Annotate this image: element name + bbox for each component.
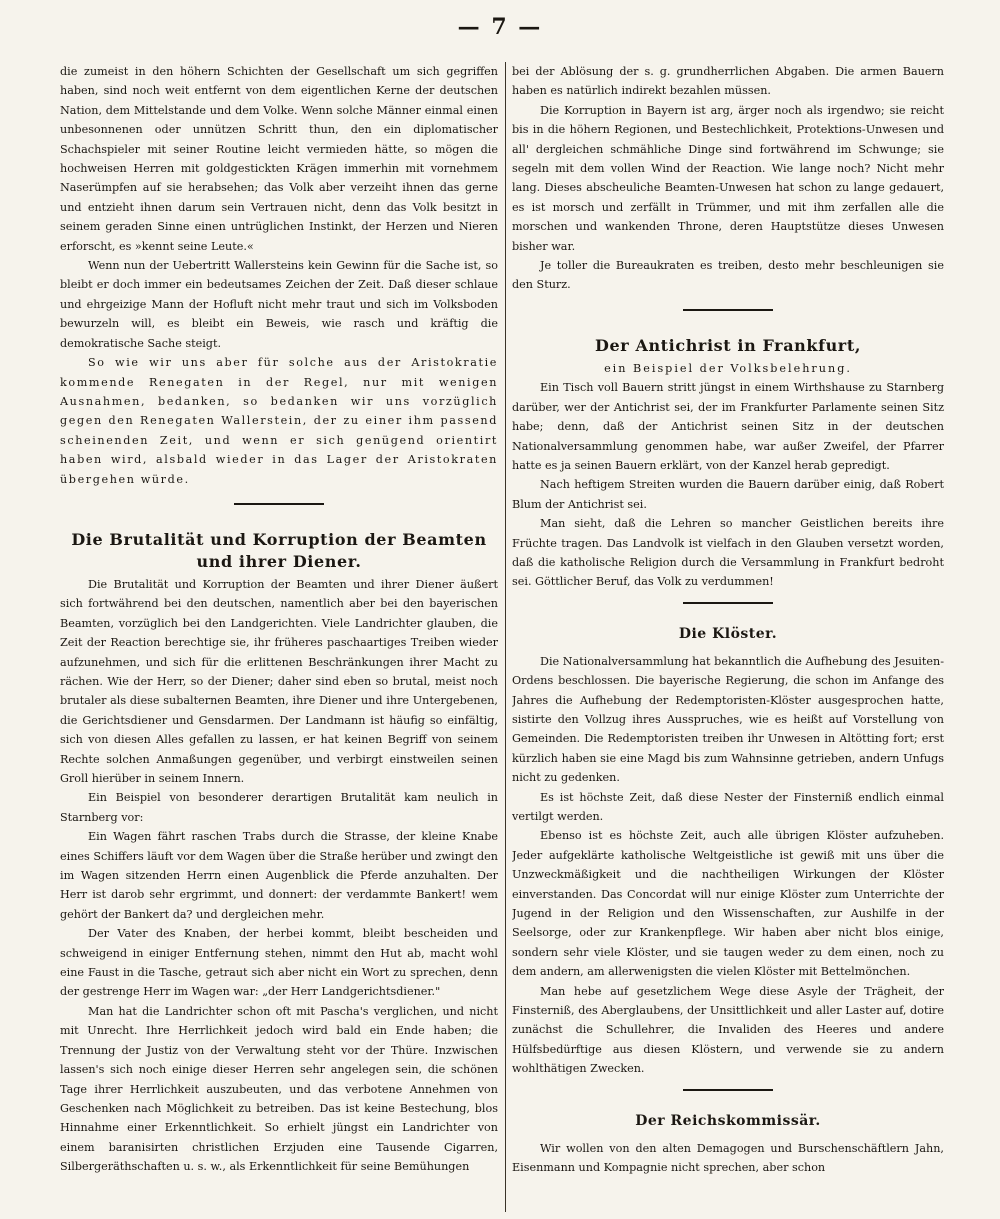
right-paragraph-7: Die Nationalversammlung hat bekanntlich die Aufhebung des Jesuiten-Ordens beschlossen. Die bayerische Regierung, die schon im Anfange des Jahres die Aufhebung der Redemptoristen-Klöster ausgesprochen hatte, sistirte den Vollzug ihres Ausspruches, wie es heißt auf Vorstellung von Gemeinden. Die Redemptoristen treiben ihr Unwesen in Altötting fort; erst kürzlich haben sie eine Magd bis zum Wahnsinne getrieben, andern Unfugs nicht zu gedenken. <box>512 654 944 785</box>
left-paragraph-7: Der Vater des Knaben, der herbei kommt, bleibt bescheiden und schweigend in einiger Entfernung stehen, nimmt den Hut ab, macht wohl eine Faust in die Tasche, getraut sich aber nicht ein Wort zu sprechen, denn der gestrenge Herr im Wagen war: „der Herr Landgerichtsdiener." <box>60 927 498 999</box>
heading-reichskommissaer: Der Reichskommissär. <box>635 1112 821 1129</box>
right-column <box>512 62 944 1212</box>
left-column <box>60 62 498 1212</box>
left-paragraph-6: Ein Wagen fährt raschen Trabs durch die Strasse, der kleine Knabe eines Schiffers läuft vor dem Wagen über die Straße herüber und zwingt den im Wagen sitzenden Herrn einen Augenblick die Pferde anzuhalten. Der Herr ist darob sehr ergrimmt, und donnert: der verdammte Bankert! wem gehört der Bankert da? und dergleichen mehr. <box>60 830 498 921</box>
column-divider <box>505 62 506 1212</box>
right-paragraph-5: Nach heftigem Streiten wurden die Bauern darüber einig, daß Robert Blum der Antichrist sei. <box>512 478 944 511</box>
left-paragraph-4: Die Brutalität und Korruption der Beamten und ihrer Diener äußert sich fortwährend bei den deutschen, namentlich aber bei den bayerischen Beamten, vorzüglich bei den Landgerichten. Viele Landrichter glauben, die Zeit der Reaction berechtige sie, ihr früheres paschaartiges Treiben wieder aufzunehmen, und sich für die erlittenen Beschränkungen ihrer Macht zu rächen. Wie der Herr, so der Diener; daher sind eben so brutal, meist noch brutaler als diese subalternen Beamten, ihre Diener und ihre Untergebenen, die Gerichtsdiener und Gensdarmen. Der Landmann ist häufig so einfältig, sich von diesen Alles gefallen zu lassen, er hat keinen Begriff von seinem Rechte solchen Anmaßungen gegenüber, und verbirgt einstweilen seinen Groll hierüber in seinem Innern. <box>60 577 498 785</box>
section-separator <box>683 602 773 604</box>
heading-brutalitaet: Die Brutalität und Korruption der Beamten und ihrer Diener. <box>71 529 487 571</box>
right-paragraph-9: Ebenso ist es höchste Zeit, auch alle übrigen Klöster aufzuheben. Jeder aufgeklärte katholische Weltgeistliche ist gewiß mit uns über die Unzweckmäßigkeit und die nachtheiligen Wirkungen der Klöster einverstanden. Das Concordat will nur einige Klöster zum Unterrichte der Jugend in der Religion und den Wissenschaften, zur Aushilfe in der Seelsorge, oder zur Krankenpflege. Wir haben aber nicht blos einige, sondern sehr viele Klöster, und sie taugen weder zu dem einen, noch zu dem andern, am allerwenigsten die vielen Klöster mit Bettelmönchen. <box>512 829 944 979</box>
right-paragraph-4: Ein Tisch voll Bauern stritt jüngst in einem Wirthshause zu Starnberg darüber, wer der Antichrist sei, der im Frankfurter Parlamente seinen Sitz habe; denn, daß der Antichrist seinen Sitz in der deutschen Nationalversammlung genommen habe, war außer Zweifel, der Pfarrer hatte es ja seinen Bauern erklärt, von der Kanzel herab gepredigt. <box>512 381 944 472</box>
right-paragraph-6: Man sieht, daß die Lehren so mancher Geistlichen bereits ihre Früchte tragen. Das Landvolk ist vielfach in den Glauben versetzt worden, daß die katholische Religion durch die Versammlung in Frankfurt bedroht sei. Göttlicher Beruf, das Volk zu verdummen! <box>512 517 944 589</box>
section-separator <box>234 503 324 505</box>
heading-kloester: Die Klöster. <box>678 625 778 642</box>
right-paragraph-1: bei der Ablösung der s. g. grundherrlichen Abgaben. Die armen Bauern haben es natürlich indirekt bezahlen müssen. <box>512 65 944 98</box>
page-number: — 7 — <box>457 14 543 40</box>
subtitle-antichrist: ein Beispiel der Volksbelehrung. <box>604 361 852 375</box>
left-paragraph-3: So wie wir uns aber für solche aus der Aristokratie kommende Renegaten in der Regel, nur mit wenigen Ausnahmen, bedanken, so bedanken wir uns vorzüglich gegen den Renegaten Wallerstein, der zu einer ihm passend scheinenden Zeit, und wenn er sich genügend orientirt haben wird, alsbald wieder in das Lager der Aristokraten übergehen würde. <box>60 356 498 486</box>
left-paragraph-2: Wenn nun der Uebertritt Wallersteins kein Gewinn für die Sache ist, so bleibt er doch immer ein bedeutsames Zeichen der Zeit. Daß dieser schlaue und ehrgeizige Mann der Hofluft nicht mehr traut und sich im Volksboden bewurzeln will, es bleibt ein Beweis, wie rasch und kräftig die demokratische Sache steigt. <box>60 259 498 350</box>
right-paragraph-10: Man hebe auf gesetzlichem Wege diese Asyle der Trägheit, der Finsterniß, des Aberglaubens, der Unsittlichkeit und aller Laster auf, dotire zunächst die Schullehrer, die Invaliden des Heeres und andere Hülfsbedürftige aus diesen Klöstern, und verwende sie zu andern wohlthätigen Zwecken. <box>512 984 944 1076</box>
section-separator <box>683 309 773 311</box>
left-paragraph-5: Ein Beispiel von besonderer derartigen Brutalität kam neulich in Starnberg vor: <box>60 791 498 824</box>
right-paragraph-8: Es ist höchste Zeit, daß diese Nester der Finsterniß endlich einmal vertilgt werden. <box>512 790 944 823</box>
heading-antichrist: Der Antichrist in Frankfurt, <box>594 335 861 355</box>
left-paragraph-8: Man hat die Landrichter schon oft mit Pascha's verglichen, und nicht mit Unrecht. Ihre Herrlichkeit jedoch wird bald ein Ende haben; die Trennung der Justiz von der Verwaltung steht vor der Thüre. Inzwischen lassen's sich noch einige dieser Herren sehr angelegen sein, die schönen Tage ihrer Herrlichkeit auszubeuten, und das verbotene Annehmen von Geschenken nach Möglichkeit zu betreiben. Das ist keine Bestechung, blos Hinnahme einer Erkenntlichkeit. So erhielt jüngst ein Landrichter von einem baranisirten christlichen Erzjuden eine Tausende Cigarren, Silbergeräthschaften u. s. w., als Erkenntlichkeit für seine Bemühungen <box>60 1004 498 1174</box>
section-separator <box>683 1089 773 1091</box>
right-paragraph-11: Wir wollen von den alten Demagogen und Burschenschäftlern Jahn, Eisenmann und Kompagnie nicht sprechen, aber schon <box>512 1141 944 1175</box>
right-paragraph-2: Die Korruption in Bayern ist arg, ärger noch als irgendwo; sie reicht bis in die höhern Regionen, und Bestechlichkeit, Protektions-Unwesen und all' dergleichen schmähliche Dinge sind fortwährend im Schwunge; sie segeln mit dem vollen Wind der Reaction. Wie lange noch? Nicht mehr lang. Dieses abscheuliche Beamten-Unwesen hat schon zu lange gedauert, es ist morsch und zerfällt in Trümmer, und mit ihm zerfallen alle die morschen und wankenden Throne, deren Hauptstütze dieses Unwesen bisher war. <box>512 103 944 253</box>
right-paragraph-3: Je toller die Bureaukraten es treiben, desto mehr beschleunigen sie den Sturz. <box>512 259 944 292</box>
left-paragraph-1: die zumeist in den höhern Schichten der Gesellschaft um sich gegriffen haben, sind noch weit entfernt von dem eigentlichen Kerne der deutschen Nation, dem Mittelstande und dem Volke. Wenn solche Männer einmal einen unbesonnenen oder unnützen Schritt thun, den ein diplomatischer Schachspieler mit seiner Routine leicht vermieden hätte, so mögen die hochweisen Herren mit goldgestickten Krägen immerhin mit vornehmem Naserümpfen auf sie herabsehen; das Volk aber verzeiht ihnen das gerne und entzieht ihnen darum sein Vertrauen nicht, denn das Volk besitzt in seinem geraden Sinne einen untrüglichen Instinkt, der Herzen und Nieren erforscht, es »kennt seine Leute.« <box>60 65 498 253</box>
